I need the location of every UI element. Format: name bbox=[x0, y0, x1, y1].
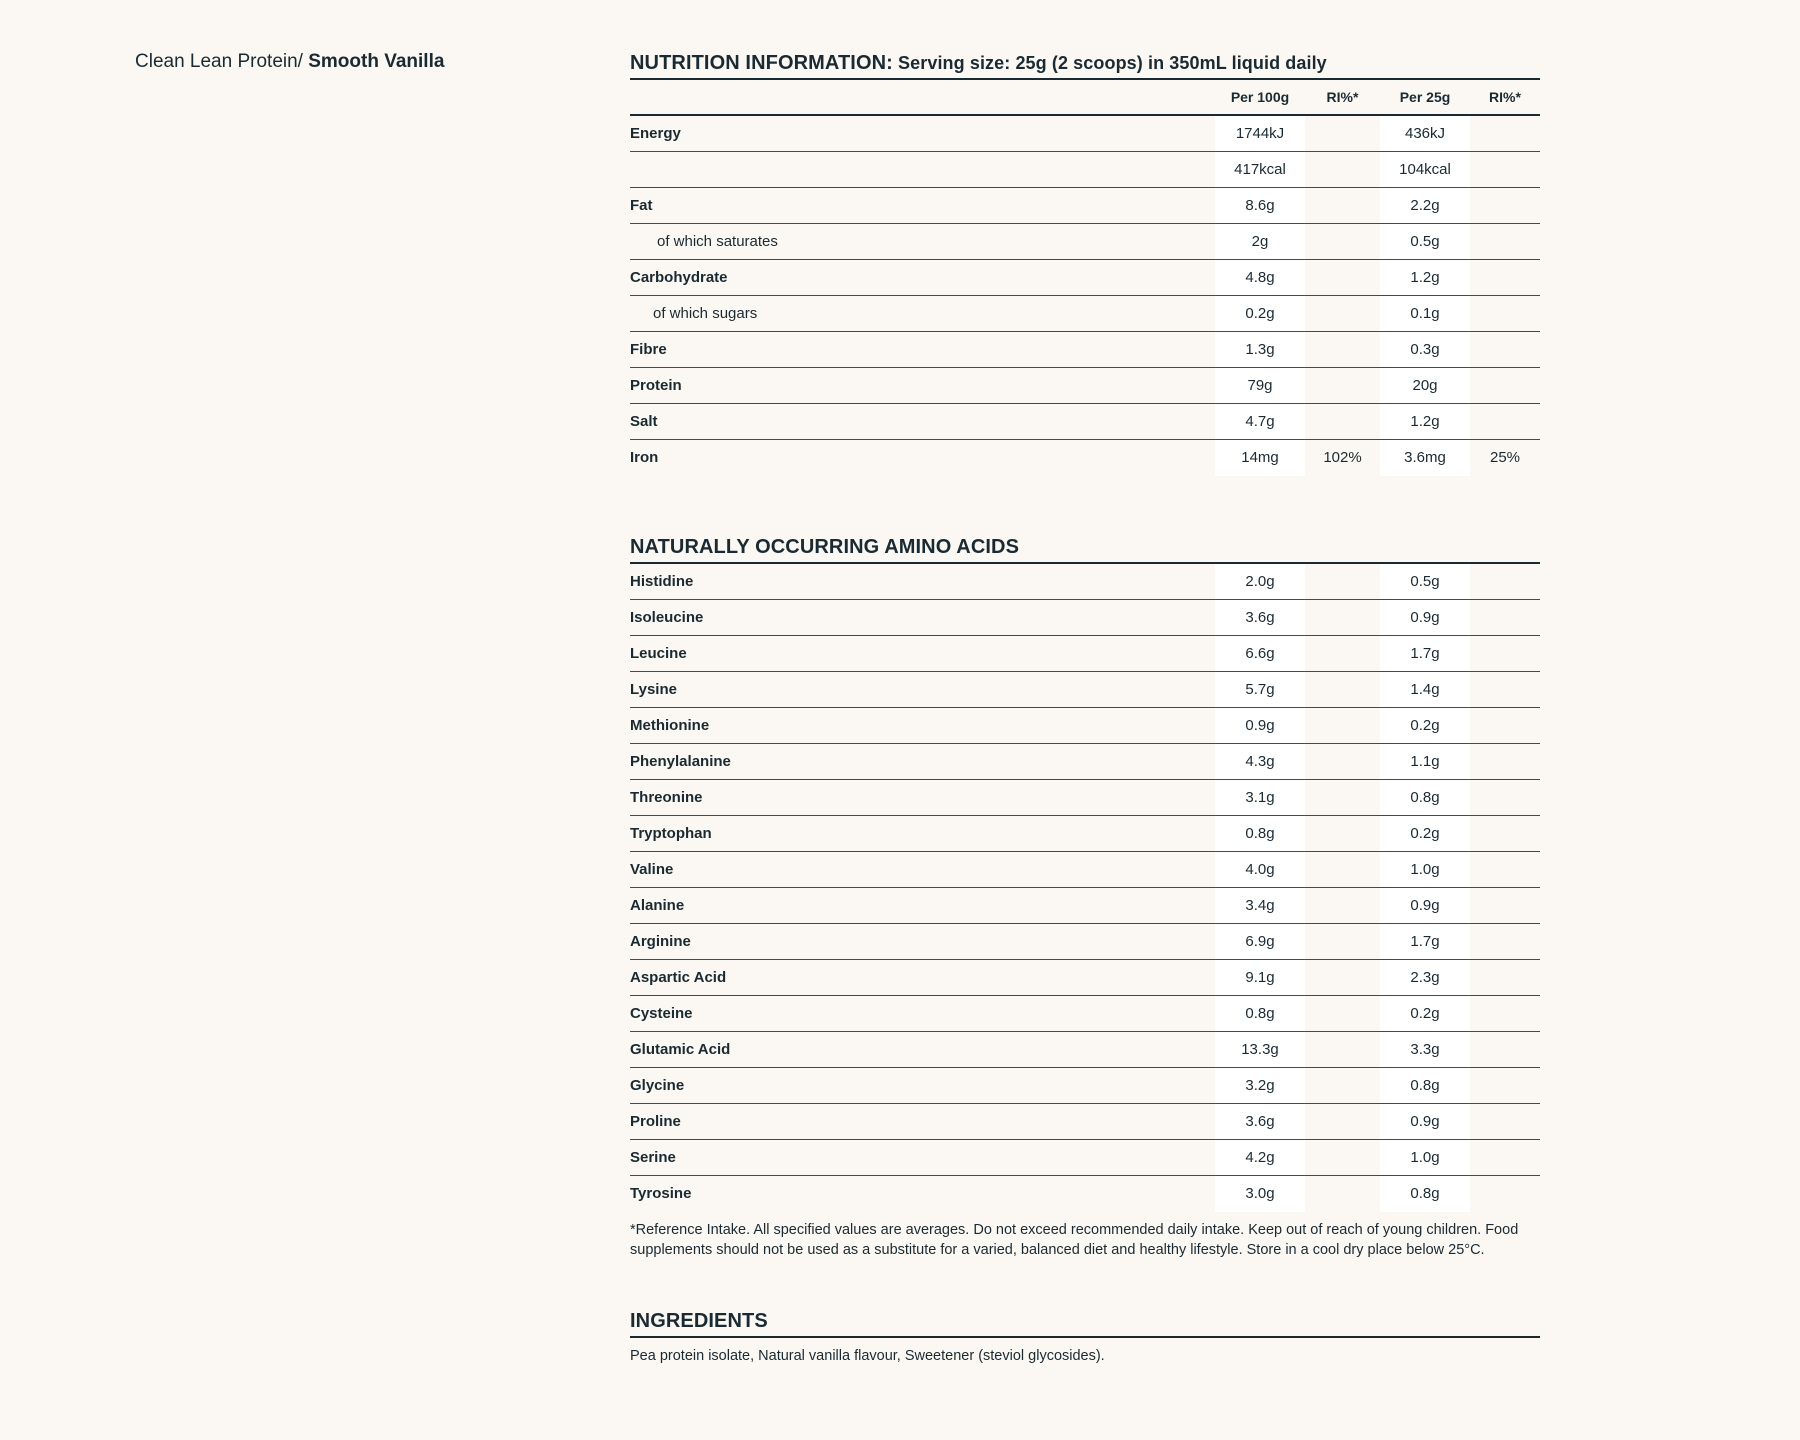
cell-ri-25g bbox=[1470, 1032, 1540, 1067]
row-label: Protein bbox=[630, 377, 682, 394]
cell-ri-100g bbox=[1305, 1176, 1380, 1212]
row-label: Serine bbox=[630, 1149, 676, 1166]
cell-per-25g: 1.7g bbox=[1380, 636, 1470, 671]
cell-ri-100g bbox=[1305, 564, 1380, 599]
cell-per-25g: 0.5g bbox=[1380, 224, 1470, 259]
cell-ri-100g bbox=[1305, 708, 1380, 743]
column-header-ri-25g: RI%* bbox=[1489, 89, 1521, 105]
cell-ri-25g bbox=[1470, 780, 1540, 815]
table-row bbox=[630, 564, 1540, 600]
cell-ri-25g bbox=[1470, 188, 1540, 223]
cell-ri-25g bbox=[1470, 116, 1540, 151]
cell-per-100g: 3.2g bbox=[1215, 1068, 1305, 1103]
amino-heading: NATURALLY OCCURRING AMINO ACIDS bbox=[630, 532, 1540, 564]
cell-ri-100g bbox=[1305, 816, 1380, 851]
cell-per-25g: 1.2g bbox=[1380, 260, 1470, 295]
row-label: Alanine bbox=[630, 897, 685, 914]
cell-ri-25g bbox=[1470, 564, 1540, 599]
cell-ri-25g: 25% bbox=[1489, 449, 1521, 466]
cell-ri-25g bbox=[1470, 636, 1540, 671]
nutrition-heading-title: NUTRITION INFORMATION: bbox=[630, 52, 893, 74]
cell-ri-100g bbox=[1305, 1068, 1380, 1103]
cell-per-25g: 20g bbox=[1380, 368, 1470, 403]
cell-per-25g: 0.1g bbox=[1380, 296, 1470, 331]
cell-per-100g: 13.3g bbox=[1215, 1032, 1305, 1067]
cell-per-25g: 1.0g bbox=[1380, 852, 1470, 887]
row-label: Lysine bbox=[630, 681, 677, 698]
cell-per-100g: 9.1g bbox=[1215, 960, 1305, 995]
table-row bbox=[630, 1104, 1540, 1140]
row-label: of which sugars bbox=[653, 305, 758, 322]
row-label: Aspartic Acid bbox=[630, 969, 727, 986]
cell-ri-25g bbox=[1470, 960, 1540, 995]
cell-ri-100g bbox=[1305, 960, 1380, 995]
cell-per-25g: 3.3g bbox=[1380, 1032, 1470, 1067]
cell-per-25g: 0.2g bbox=[1380, 816, 1470, 851]
cell-per-25g: 1.2g bbox=[1380, 404, 1470, 439]
cell-per-100g: 3.0g bbox=[1215, 1176, 1305, 1212]
cell-per-25g: 1.0g bbox=[1380, 1140, 1470, 1175]
cell-ri-25g bbox=[1470, 260, 1540, 295]
table-row bbox=[630, 888, 1540, 924]
table-row bbox=[630, 960, 1540, 996]
cell-ri-25g bbox=[1470, 744, 1540, 779]
nutrition-heading bbox=[630, 48, 1540, 80]
cell-ri-100g: 102% bbox=[1323, 449, 1362, 466]
table-row bbox=[630, 1068, 1540, 1104]
cell-per-25g: 0.5g bbox=[1380, 564, 1470, 599]
cell-per-100g: 0.8g bbox=[1215, 816, 1305, 851]
table-row bbox=[630, 708, 1540, 744]
cell-ri-25g bbox=[1470, 152, 1540, 187]
column-header-ri-100g: RI%* bbox=[1326, 89, 1359, 105]
footnote: *Reference Intake. All specified values are averages. Do not exceed recommended daily intake. Keep out of reach of young children. Food supplements should not be used as a substitute for a varied, balanced diet and healthy lifestyle. Store in a cool dry place below 25°C. bbox=[630, 1222, 1519, 1258]
row-label: Histidine bbox=[630, 573, 694, 590]
cell-ri-25g bbox=[1470, 224, 1540, 259]
cell-per-25g: 2.2g bbox=[1380, 188, 1470, 223]
cell-per-100g: 3.6g bbox=[1215, 600, 1305, 635]
cell-per-100g: 2.0g bbox=[1215, 564, 1305, 599]
product-name: Clean Lean Protein/ bbox=[135, 51, 309, 72]
row-label: Isoleucine bbox=[630, 609, 704, 626]
row-label: Arginine bbox=[630, 933, 691, 950]
cell-per-25g: 1.1g bbox=[1380, 744, 1470, 779]
table-row bbox=[630, 368, 1540, 404]
nutrition-panel bbox=[630, 48, 1540, 1366]
cell-per-100g: 0.9g bbox=[1215, 708, 1305, 743]
cell-ri-100g bbox=[1305, 636, 1380, 671]
product-title bbox=[135, 48, 444, 76]
table-row bbox=[630, 116, 1540, 152]
cell-ri-25g bbox=[1470, 1176, 1540, 1212]
cell-per-100g: 1.3g bbox=[1215, 332, 1305, 367]
cell-per-100g: 417kcal bbox=[1215, 152, 1305, 187]
cell-ri-25g bbox=[1470, 404, 1540, 439]
product-flavour: Smooth Vanilla bbox=[308, 51, 445, 72]
cell-per-100g: 6.6g bbox=[1215, 636, 1305, 671]
cell-per-100g: 6.9g bbox=[1215, 924, 1305, 959]
cell-ri-25g bbox=[1470, 296, 1540, 331]
cell-ri-100g bbox=[1305, 600, 1380, 635]
row-label: Tryptophan bbox=[630, 825, 712, 842]
nutrition-table-header bbox=[630, 80, 1540, 116]
table-row bbox=[630, 816, 1540, 852]
table-row bbox=[630, 188, 1540, 224]
table-row bbox=[630, 780, 1540, 816]
serving-size: Serving size: 25g (2 scoops) in 350mL liquid daily bbox=[892, 53, 1327, 73]
table-row bbox=[630, 636, 1540, 672]
table-row bbox=[630, 996, 1540, 1032]
cell-per-100g: 0.2g bbox=[1215, 296, 1305, 331]
cell-ri-25g bbox=[1470, 368, 1540, 403]
cell-ri-100g bbox=[1305, 852, 1380, 887]
cell-ri-25g bbox=[1470, 672, 1540, 707]
nutrition-table-body bbox=[630, 116, 1540, 476]
row-label: Cysteine bbox=[630, 1005, 693, 1022]
cell-per-25g: 0.9g bbox=[1380, 600, 1470, 635]
cell-per-100g: 3.6g bbox=[1215, 1104, 1305, 1139]
table-row bbox=[630, 600, 1540, 636]
cell-ri-25g bbox=[1470, 852, 1540, 887]
cell-ri-25g bbox=[1470, 816, 1540, 851]
table-row bbox=[630, 332, 1540, 368]
cell-ri-100g bbox=[1305, 116, 1380, 151]
row-label: Valine bbox=[630, 861, 674, 878]
cell-per-25g: 0.8g bbox=[1380, 780, 1470, 815]
cell-per-25g: 0.9g bbox=[1380, 1104, 1470, 1139]
cell-per-100g: 0.8g bbox=[1215, 996, 1305, 1031]
cell-per-25g: 0.8g bbox=[1380, 1068, 1470, 1103]
cell-per-25g: 0.2g bbox=[1380, 708, 1470, 743]
row-label: Iron bbox=[630, 449, 659, 466]
cell-ri-100g bbox=[1305, 296, 1380, 331]
cell-per-100g: 4.0g bbox=[1215, 852, 1305, 887]
cell-per-100g: 4.7g bbox=[1215, 404, 1305, 439]
row-label: Fibre bbox=[630, 341, 667, 358]
table-row bbox=[630, 744, 1540, 780]
cell-per-100g: 3.1g bbox=[1215, 780, 1305, 815]
cell-per-25g: 2.3g bbox=[1380, 960, 1470, 995]
row-label: of which saturates bbox=[657, 233, 778, 250]
row-label: Glycine bbox=[630, 1077, 685, 1094]
cell-ri-25g bbox=[1470, 708, 1540, 743]
section-spacer bbox=[630, 476, 1540, 532]
cell-ri-25g bbox=[1470, 924, 1540, 959]
cell-per-25g: 0.9g bbox=[1380, 888, 1470, 923]
cell-ri-100g bbox=[1305, 672, 1380, 707]
row-label: Proline bbox=[630, 1113, 681, 1130]
table-row bbox=[630, 260, 1540, 296]
row-label: Carbohydrate bbox=[630, 269, 728, 286]
row-label: Salt bbox=[630, 413, 658, 430]
cell-ri-25g bbox=[1470, 600, 1540, 635]
cell-per-25g: 104kcal bbox=[1380, 152, 1470, 187]
amino-table-body bbox=[630, 564, 1540, 1212]
cell-ri-25g bbox=[1470, 1068, 1540, 1103]
table-row bbox=[630, 852, 1540, 888]
column-header-per-100g: Per 100g bbox=[1230, 89, 1290, 105]
cell-ri-25g bbox=[1470, 1104, 1540, 1139]
row-label: Leucine bbox=[630, 645, 687, 662]
cell-ri-100g bbox=[1305, 188, 1380, 223]
row-label: Methionine bbox=[630, 717, 710, 734]
cell-per-100g: 14mg bbox=[1215, 440, 1305, 476]
table-row bbox=[630, 296, 1540, 332]
cell-ri-25g bbox=[1470, 996, 1540, 1031]
row-label: Threonine bbox=[630, 789, 703, 806]
cell-ri-25g bbox=[1470, 888, 1540, 923]
cell-per-100g: 79g bbox=[1215, 368, 1305, 403]
cell-ri-100g bbox=[1305, 1032, 1380, 1067]
cell-per-100g: 4.2g bbox=[1215, 1140, 1305, 1175]
cell-ri-100g bbox=[1305, 924, 1380, 959]
table-row bbox=[630, 924, 1540, 960]
cell-ri-100g bbox=[1305, 224, 1380, 259]
cell-ri-100g bbox=[1305, 1140, 1380, 1175]
table-row bbox=[630, 152, 1540, 188]
row-label: Glutamic Acid bbox=[630, 1041, 731, 1058]
cell-ri-100g bbox=[1305, 1104, 1380, 1139]
cell-ri-25g bbox=[1470, 332, 1540, 367]
cell-ri-100g bbox=[1305, 996, 1380, 1031]
cell-per-25g: 0.2g bbox=[1380, 996, 1470, 1031]
cell-per-25g: 0.8g bbox=[1380, 1176, 1470, 1212]
cell-ri-100g bbox=[1305, 888, 1380, 923]
cell-per-25g: 1.7g bbox=[1380, 924, 1470, 959]
table-row bbox=[630, 440, 1540, 476]
cell-ri-25g bbox=[1470, 1140, 1540, 1175]
cell-per-25g: 1.4g bbox=[1380, 672, 1470, 707]
table-row bbox=[630, 1032, 1540, 1068]
cell-per-100g: 8.6g bbox=[1215, 188, 1305, 223]
cell-per-100g: 2g bbox=[1215, 224, 1305, 259]
cell-per-25g: 0.3g bbox=[1380, 332, 1470, 367]
table-row bbox=[630, 224, 1540, 260]
cell-per-100g: 3.4g bbox=[1215, 888, 1305, 923]
row-label: Energy bbox=[630, 125, 681, 142]
row-label: Tyrosine bbox=[630, 1185, 692, 1202]
table-row bbox=[630, 672, 1540, 708]
cell-per-100g: 4.3g bbox=[1215, 744, 1305, 779]
cell-ri-100g bbox=[1305, 404, 1380, 439]
cell-per-100g: 4.8g bbox=[1215, 260, 1305, 295]
row-label: Phenylalanine bbox=[630, 753, 731, 770]
cell-per-100g: 1744kJ bbox=[1215, 116, 1305, 151]
table-row bbox=[630, 1140, 1540, 1176]
cell-ri-100g bbox=[1305, 332, 1380, 367]
row-label: Fat bbox=[630, 197, 653, 214]
cell-per-100g: 5.7g bbox=[1215, 672, 1305, 707]
cell-ri-100g bbox=[1305, 152, 1380, 187]
cell-ri-100g bbox=[1305, 260, 1380, 295]
ingredients-heading: INGREDIENTS bbox=[630, 1306, 1540, 1338]
cell-ri-100g bbox=[1305, 780, 1380, 815]
table-row bbox=[630, 404, 1540, 440]
column-header-per-25g: Per 25g bbox=[1399, 89, 1451, 105]
table-row bbox=[630, 1176, 1540, 1212]
ingredients-text: Pea protein isolate, Natural vanilla flavour, Sweetener (steviol glycosides). bbox=[630, 1348, 1105, 1364]
cell-per-25g: 436kJ bbox=[1380, 116, 1470, 151]
section-spacer bbox=[630, 1260, 1540, 1306]
cell-ri-100g bbox=[1305, 368, 1380, 403]
cell-ri-100g bbox=[1305, 744, 1380, 779]
cell-per-25g: 3.6mg bbox=[1380, 440, 1470, 476]
